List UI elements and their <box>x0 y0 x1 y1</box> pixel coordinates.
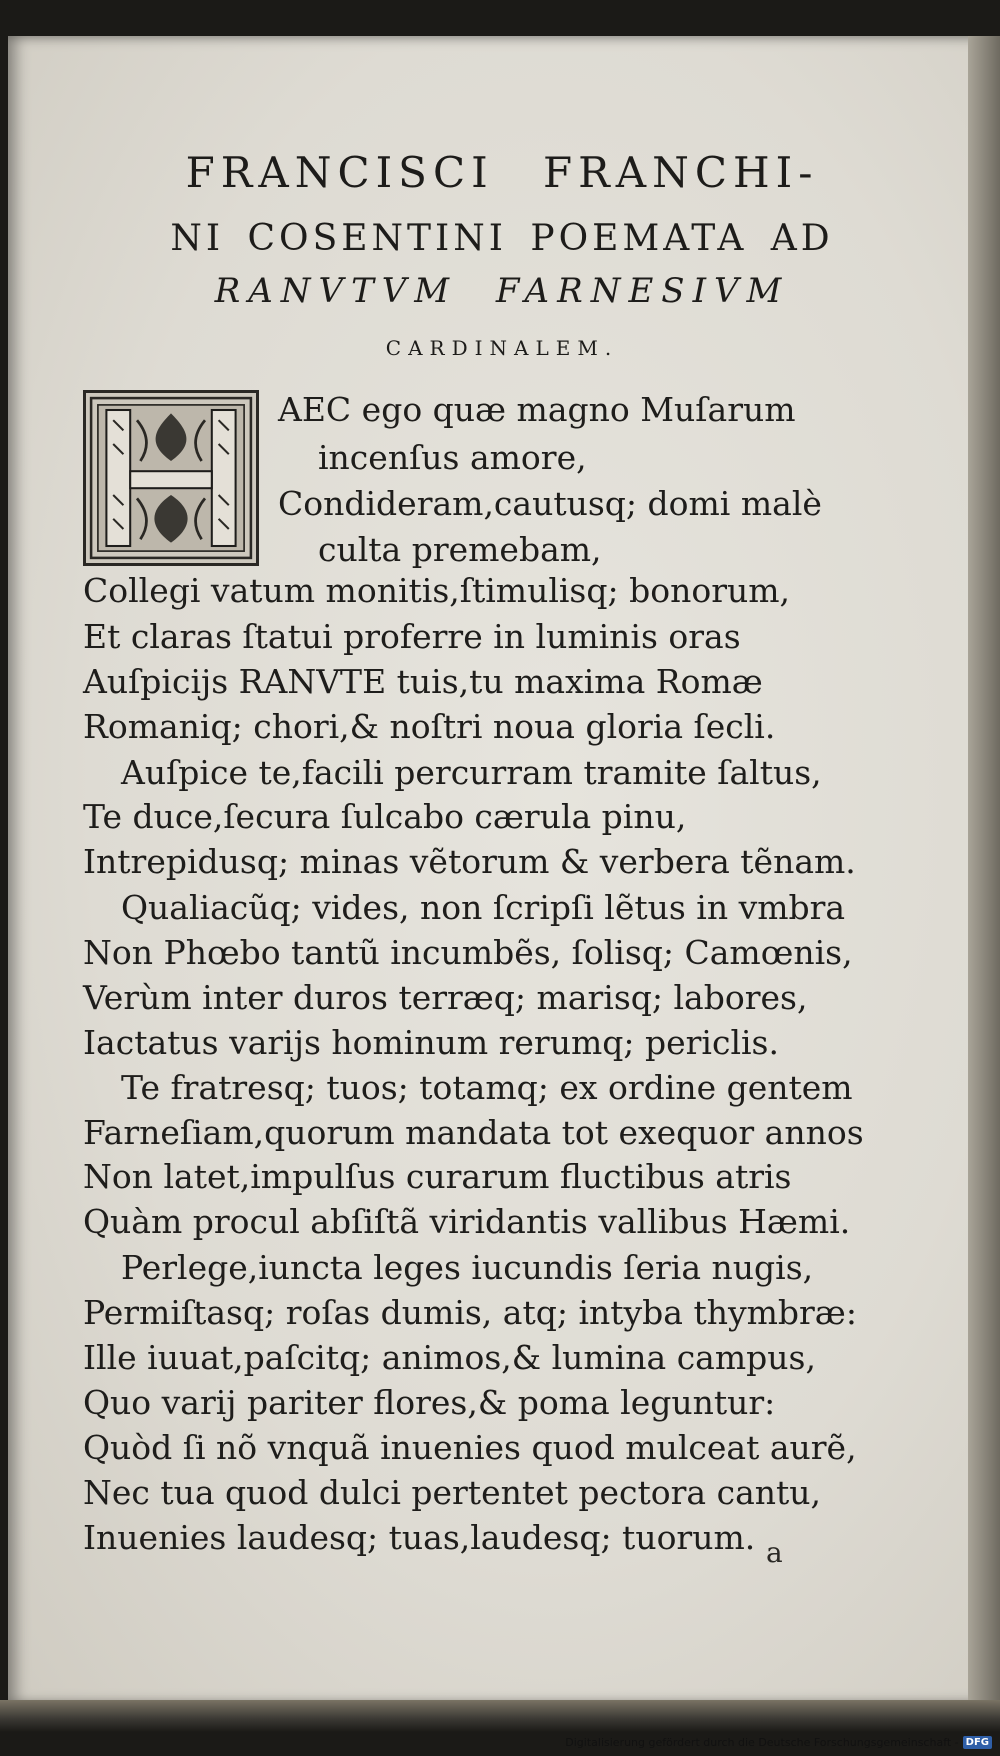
decorated-initial-h-icon <box>83 390 259 566</box>
poem-line: Et claras ſtatui proferre in luminis oras <box>83 617 741 656</box>
poem-line: Verùm inter duros terræq; marisq; labores, <box>83 978 808 1017</box>
poem-line: Quo varij pariter flores,& poma leguntur: <box>83 1383 776 1422</box>
poem-line: Collegi vatum monitis,ſtimulisq; bonorum, <box>83 571 791 610</box>
poem-line: Qualiacũq; vides, non ſcripſi lẽtus in vmbra <box>121 888 846 927</box>
poem-line: incenſus amore, <box>318 438 587 477</box>
poem-line: Auſpicijs RANVTE tuis,tu maxima Romæ <box>83 662 763 701</box>
footer-text: Digitalisierung gefördert durch die Deutsche Forschungsgemeinschaft - <box>565 1736 959 1749</box>
poem-line: culta premebam, <box>318 530 602 569</box>
dfg-logo-icon: DFG <box>963 1736 992 1749</box>
poem-line: AEC ego quæ magno Muſarum <box>278 390 796 429</box>
poem-line: Non latet,impulſus curarum fluctibus atris <box>83 1157 792 1196</box>
page-bottom-edge <box>0 1700 1000 1732</box>
footer-credit <box>565 1736 992 1749</box>
signature-mark: a <box>766 1536 783 1569</box>
poem-line: Te fratresq; tuos; totamq; ex ordine gentem <box>121 1068 853 1107</box>
poem-line: Nec tua quod dulci pertentet pectora cantu, <box>83 1473 822 1512</box>
poem-line: Auſpice te,facili percurram tramite ſaltus, <box>121 753 822 792</box>
poem-line: Quòd ſi nõ vnquã inuenies quod mulceat aurẽ, <box>83 1428 857 1467</box>
poem-line: Condideram,cautusq; domi malè <box>278 484 822 523</box>
book-page <box>8 36 996 1704</box>
poem-line: Perlege,iuncta leges iucundis ſeria nugis, <box>121 1248 814 1287</box>
poem-line: Iactatus varijs hominum rerumq; periclis. <box>83 1023 779 1062</box>
page-edge <box>968 36 1000 1704</box>
heading-line-4: CARDINALEM. <box>385 336 619 360</box>
poem-line: Inuenies laudesq; tuas,laudesq; tuorum. <box>83 1518 756 1557</box>
poem-line: Ille iuuat,paſcitq; animos,& lumina campus, <box>83 1338 816 1377</box>
poem-line: Quàm procul abſiſtã viridantis vallibus Hæmi. <box>83 1202 851 1241</box>
heading-line-2: NI COSENTINI POEMATA AD <box>170 218 834 259</box>
poem-line: Te duce,ſecura ſulcabo cærula pinu, <box>83 797 687 836</box>
heading-line-1: FRANCISCI FRANCHI- <box>185 148 819 197</box>
poem-line: Non Phœbo tantũ incumbẽs, ſolisq; Camœnis, <box>83 933 853 972</box>
poem-line: Romaniq; chori,& noſtri noua gloria ſecli. <box>83 707 776 746</box>
poem-line: Intrepidusq; minas vẽtorum & verbera tẽnam. <box>83 842 856 881</box>
poem-line: Farneſiam,quorum mandata tot exequor annos <box>83 1113 864 1152</box>
poem-line: Permiſtasq; roſas dumis, atq; intyba thymbræ: <box>83 1293 857 1332</box>
heading-line-3: RANVTVM FARNESIVM <box>214 271 790 311</box>
